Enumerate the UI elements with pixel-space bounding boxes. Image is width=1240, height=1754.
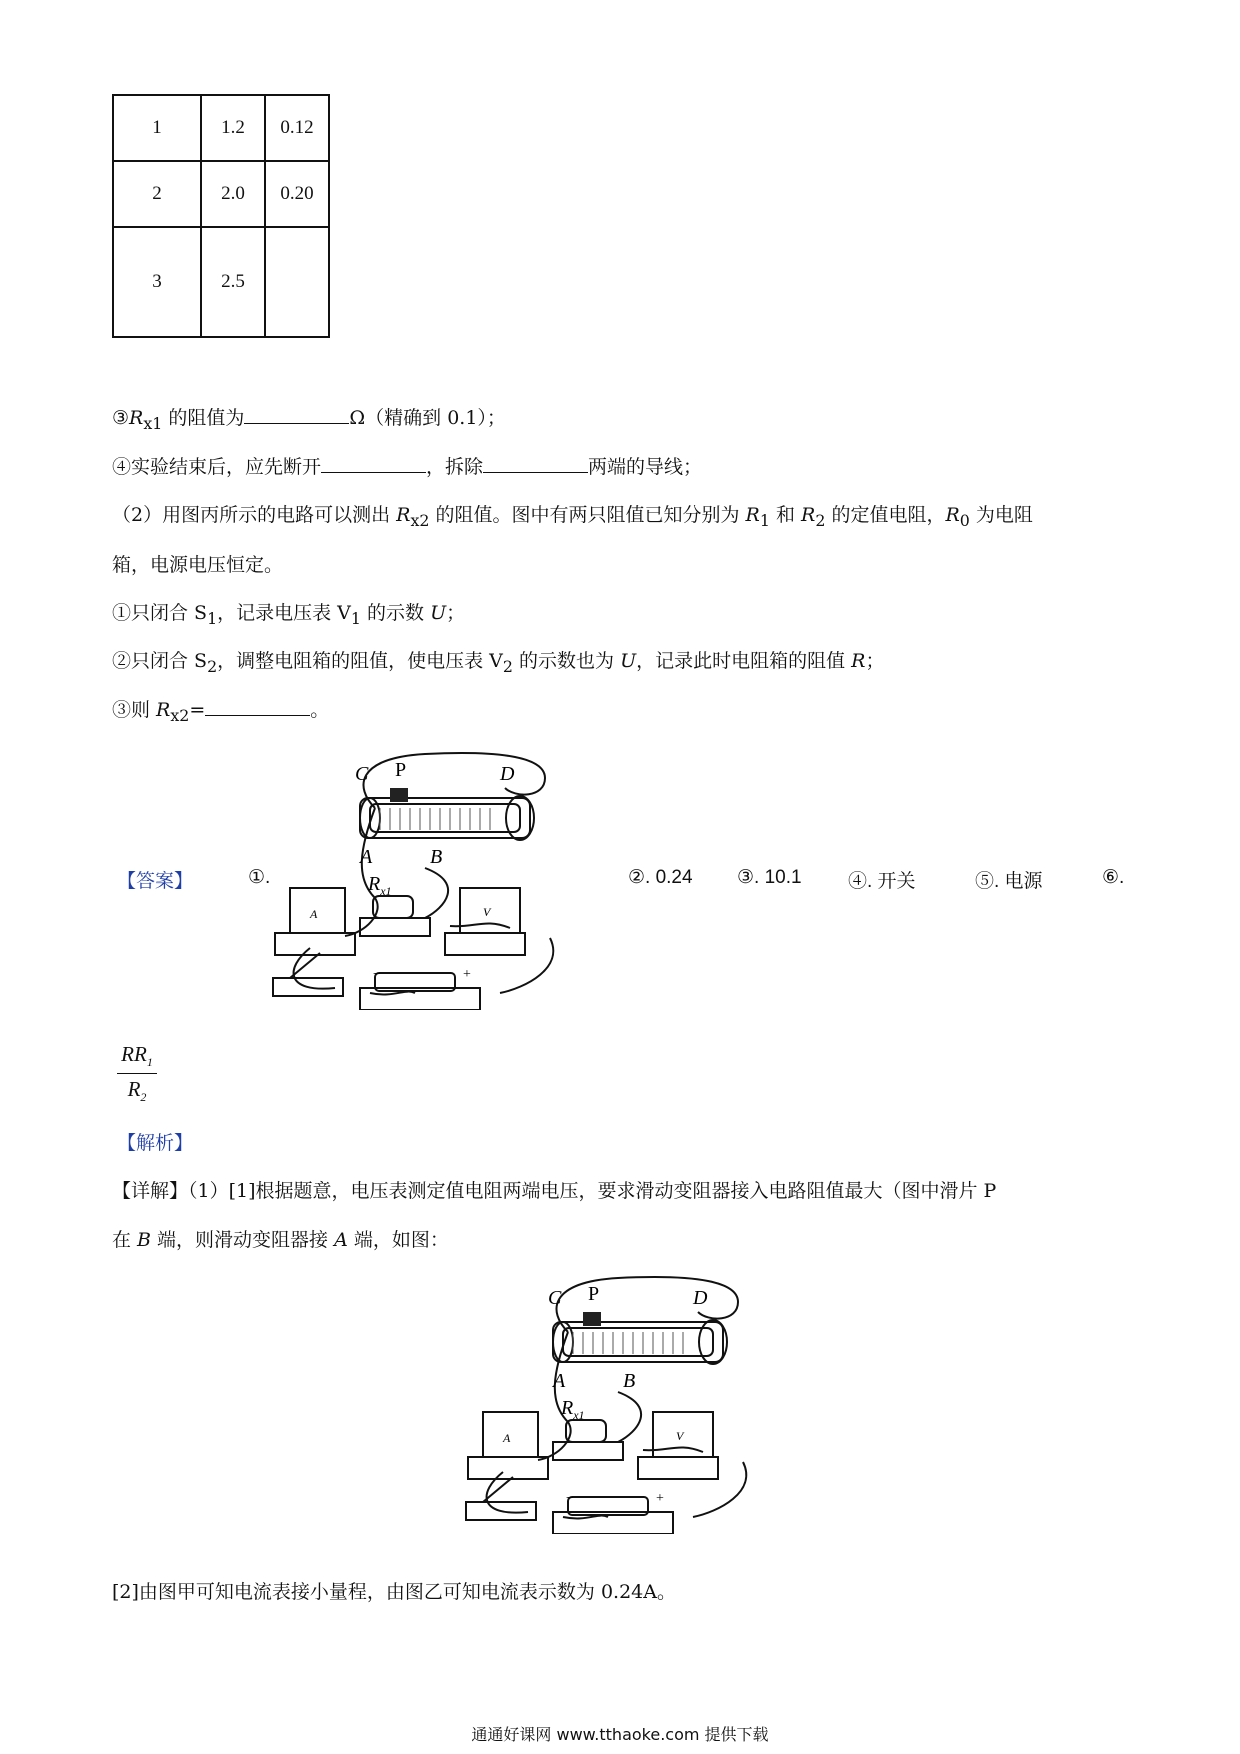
question-line-3: $③R_{x1}$ 的阻值为 Ω（精确到 0.1）； bbox=[112, 407, 506, 433]
slider-p-label: P bbox=[588, 1283, 600, 1305]
step-2: ②只闭合 $S_2$，调整电阻箱的阻值，使电压表 $V_2$ 的示数也为 U，记录此时电阻箱的阻值 R； bbox=[112, 650, 885, 676]
battery-minus-label: − bbox=[566, 1491, 574, 1506]
step-1: ①只闭合 $S_1$，记录电压表 $V_1$ 的示数 U； bbox=[112, 602, 466, 628]
question-line-4: ④实验结束后，应先断开 ，拆除 两端的导线； bbox=[112, 456, 703, 478]
slider-p-label: P bbox=[395, 759, 407, 781]
fraction-answer bbox=[117, 1042, 157, 1105]
table-row bbox=[113, 227, 329, 337]
battery-plus-label: + bbox=[463, 967, 471, 982]
ammeter-label: A bbox=[503, 1431, 511, 1445]
table-row bbox=[113, 95, 329, 161]
voltmeter-label: V bbox=[676, 1429, 684, 1443]
answer-item: ④. 开关 bbox=[848, 871, 916, 892]
table-cell bbox=[265, 227, 329, 337]
terminal-c-label: C bbox=[355, 763, 369, 785]
terminal-b-label: B bbox=[430, 846, 443, 868]
answer-item: ⑥. bbox=[1102, 867, 1125, 888]
detail-tag: 【详解】 bbox=[112, 1180, 189, 1202]
fraction-numerator: $RR_1$ bbox=[121, 1042, 153, 1070]
answer-blank[interactable] bbox=[205, 697, 310, 716]
resistor-label: $R_{x1}$ bbox=[368, 873, 392, 898]
answer-item: ⑤. 电源 bbox=[975, 871, 1043, 892]
detail-paragraph: 【详解】（1）[1]根据题意，电压表测定值电阻两端电压，要求滑动变阻器接入电路阻值最大（图中滑片 P bbox=[112, 1180, 997, 1202]
voltmeter-label: V bbox=[483, 905, 491, 919]
answer-item: ①. bbox=[248, 867, 271, 888]
table-cell: 2 bbox=[113, 161, 201, 227]
answer-item: ③. 10.1 bbox=[737, 867, 802, 888]
table-cell: 2.0 bbox=[201, 161, 265, 227]
answer-item: ②. 0.24 bbox=[628, 867, 693, 888]
table-cell: 1.2 bbox=[201, 95, 265, 161]
resistor-label: $R_{x1}$ bbox=[561, 1397, 585, 1422]
battery-minus-label: − bbox=[373, 967, 381, 982]
question-part-2: （2）用图丙所示的电路可以测出 $R_{x2}$ 的阻值。图中有两只阻值已知分别为 $R_1$ 和 $R_2$ 的定值电阻，$R_0$ 为电阻 bbox=[112, 504, 1033, 530]
answer-tag: 【答案】 bbox=[117, 870, 194, 892]
terminal-a-label: A bbox=[553, 1370, 566, 1392]
question-line: 箱，电源电压恒定。 bbox=[112, 554, 284, 576]
fraction-bar bbox=[117, 1073, 157, 1074]
table-row bbox=[113, 161, 329, 227]
terminal-d-label: D bbox=[693, 1287, 708, 1309]
terminal-a-label: A bbox=[360, 846, 373, 868]
fraction-denominator: $R_2$ bbox=[127, 1077, 147, 1105]
answer-blank[interactable] bbox=[321, 454, 426, 473]
answer-blank[interactable] bbox=[483, 454, 588, 473]
terminal-b-label: B bbox=[623, 1370, 636, 1392]
step-3: ③则 $R_{x2}=$ 。 bbox=[112, 699, 330, 725]
terminal-c-label: C bbox=[548, 1287, 562, 1309]
circuit-diagram-answer bbox=[265, 748, 595, 1010]
page-footer: 通通好课网 www.tthaoke.com 提供下载 bbox=[471, 1725, 769, 1744]
ammeter-label: A bbox=[310, 907, 318, 921]
table-cell: 0.20 bbox=[265, 161, 329, 227]
data-table bbox=[112, 94, 330, 338]
circuit-diagram-analysis bbox=[458, 1272, 788, 1534]
detail-paragraph-2: [2]由图甲可知电流表接小量程，由图乙可知电流表示数为 0.24A。 bbox=[112, 1581, 676, 1603]
table-cell: 2.5 bbox=[201, 227, 265, 337]
table-cell: 1 bbox=[113, 95, 201, 161]
battery-plus-label: + bbox=[656, 1491, 664, 1506]
table-cell: 0.12 bbox=[265, 95, 329, 161]
detail-paragraph-cont: 在 B 端，则滑动变阻器接 A 端，如图： bbox=[112, 1229, 449, 1251]
terminal-d-label: D bbox=[500, 763, 515, 785]
analysis-tag: 【解析】 bbox=[117, 1132, 194, 1154]
answer-blank[interactable] bbox=[244, 405, 349, 424]
table-cell: 3 bbox=[113, 227, 201, 337]
